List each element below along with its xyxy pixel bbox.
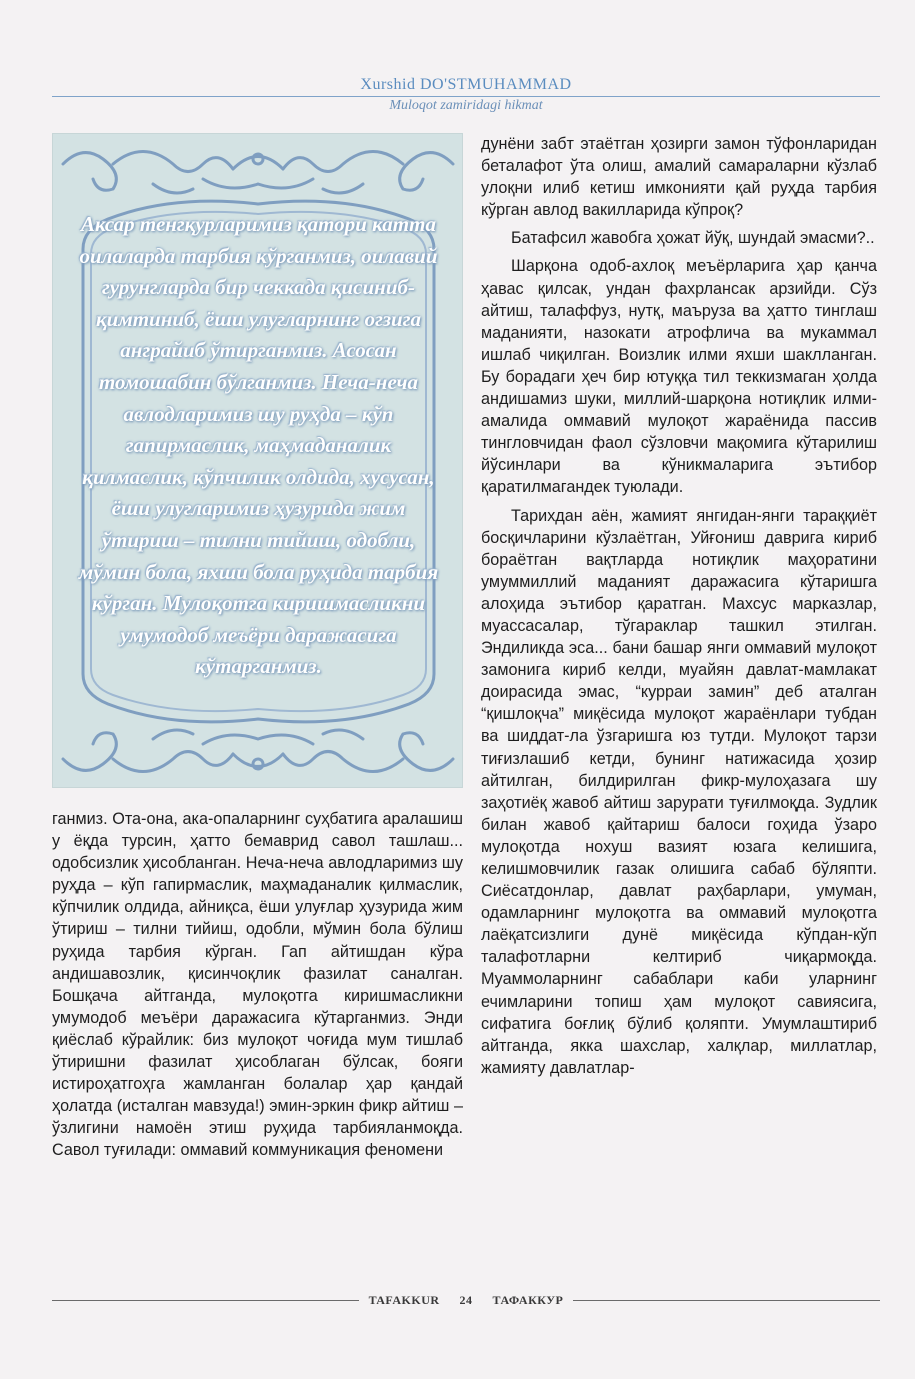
right-paragraph-1: дунёни забт этаётган ҳозирги замон тўфонларидан беталафот ўта олиш, амалий самараларни кўзлаб улоқни илиб кетиш имконияти қай руҳда тарбия кўрган авлод вакилларида кўпроқ?	[481, 135, 877, 220]
header-author: Xurshid DO'STMUHAMMAD	[360, 76, 572, 93]
right-column	[481, 133, 877, 1079]
page-number: 24	[459, 1292, 473, 1307]
header-subtitle: Muloqot zamiridagi hikmat	[389, 98, 543, 113]
left-paragraph-1: ганмиз. Ота-она, ака-опаларнинг суҳбатига аралашиш у ёқда турсин, ҳатто бемаврид савол ташлаш... одобсизлик ҳисобланган. Неча-неча авлодларимиз шу руҳда – кўп гапирмаслик, маҳмаданалик қилмаслик, кўпчилик олдида, айниқса, ёши улуғлар ҳузурида жим ўтириш – тилни тийиш, одобли, мўмин бола бўлиш руҳида тарбия кўрган. Гап айтишдан кўра андишавозлик, қисинчоқлик фазилат саналган. Бошқача айтганда, мулоқотга киришмасликни умумодоб меъёри даражасига кўтарганмиз. Энди қиёслаб кўрайлик: биз мулоқот чоғида мум тишлаб ўтиришни фазилат ҳисоблаган бўлсак, бояги истироҳатгоҳга жамланган болалар ҳар қандай ҳолатда (исталган мавзуда!) эмин-эркин фикр айтиш – ўзлигини намоён этиш руҳида тарбияланмоқда. Савол туғилади: оммавий коммуникация феномени	[52, 810, 463, 1160]
footer-label-latin: TAFAKKUR	[368, 1292, 440, 1307]
pull-quote-text: Аксар тенгқурларимиз қатори катта оилаларда тарбия кўрганмиз, оилавий гурунгларда бир чеккада қисиниб-қимтиниб, ёши улугларнинг огзига анграйиб ўтирганмиз. Асосан томошабин бўлганмиз. Неча-неча авлодларимиз шу руҳда – кўп гапирмаслик, маҳмаданалик қилмаслик, кўпчилик олдида, хусусан, ёши улугларимиз ҳузурида жим ўтириш – тилни тийиш, одобли, мўмин бола, яхши бола руҳида тарбия кўрган. Мулоқотга киришмасликни умумодоб меъёри даражасига кўтарганмиз.	[78, 212, 439, 679]
footer-rule-left	[52, 1300, 359, 1301]
right-paragraph-3: Шарқона одоб-ахлоқ меъёрларига ҳар қанча ҳавас қилсак, ундан фахрлансак арзийди. Сўз айтиш, талаффуз, нутқ, маърузa ва ҳатто тинглаш маданияти, назокати атрофлича ва мукаммал ишлаб чиқилган. Воизлик илми яхши шаклланган. Бу борадаги ҳеч бир ютуққа тил теккизмаган ҳолда андишамиз шуки, миллий-шарқона нотиқлик илми-амалида оммавий мулоқот жараёнида пассив тингловчидан фаол сўзловчи мақомига кўтарилиш йўсинлари ва кўникмаларига эътибор қаратилмагандек туюлади.	[481, 257, 877, 497]
page-footer	[52, 1290, 880, 1310]
right-paragraph-2: Батафсил жавобга ҳожат йўқ, шундай эмасми?..	[511, 229, 875, 248]
running-header	[52, 76, 880, 114]
footer-label-cyrillic: ТАФАККУР	[492, 1292, 564, 1307]
pull-quote-box	[52, 133, 463, 788]
footer-rule-right	[573, 1300, 880, 1301]
right-paragraph-4: Тарихдан аён, жамият янгидан-янги тараққиёт босқичларини кўзлаётган, Уйғониш даврига кириб бораётган вақтларда нотиқлик маҳоратини умуммиллий маданият даражасига кўтаришга алоҳида эътибор қаратган. Махсус марказлар, муассасалар, тўгараклар ташкил этилган. Эндиликда эса... бани башар янги оммавий мулоқот замонига кириб келди, муайян давлат-мамлакат доирасида эмас, “курраи замин” деб аталган “қишлоқча” миқёсида мулоқот жараёнлари тубдан ва шиддат-ла ўзгаришга юз тутди. Мулоқот тарзи тиғизлашиб кетди, бунинг натижасида ҳозир айтилган, билдирилган фикр-мулоҳазага шу заҳотиёқ жавоб айтиш зарурати туғилмоқда. Зудлик билан жавоб қайтариш балоси гоҳида ўзаро мулоқотда ноxуш вазият юзага келишига, келишмовчилик газак олишига сабаб бўляпти. Сиёсатдонлар, давлат раҳбарлари, умуман, одамларнинг мулоқотга ва оммавий мулоқотга лаёқатсизлиги дунё миқёсида кўпдан-кўп талафотларни келтириб чиқармоқда. Муаммоларнинг сабаблари каби уларнинг ечимларини топиш ҳам мулоқот савиясига, сифатига боғлиқ бўлиб қоляпти. Умумлаштириб айтганда, якка шахслар, халқлар, миллатлар, жамияту давлатлар-	[481, 506, 877, 1077]
left-column	[52, 808, 463, 1162]
header-rule	[52, 96, 880, 97]
